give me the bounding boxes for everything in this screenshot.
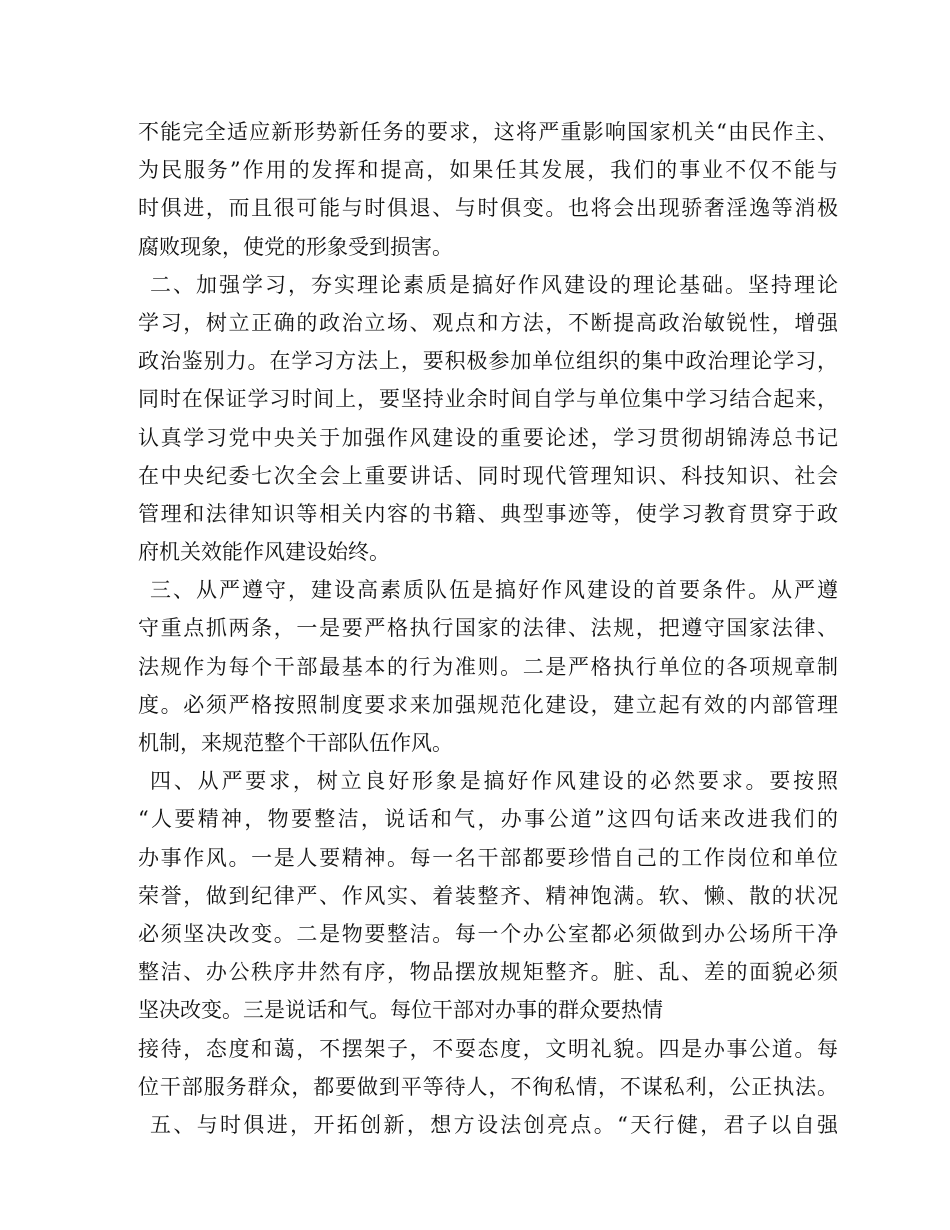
text-line: 腐败现象，使党的形象受到损害。 [138,234,453,259]
text-line: 认真学习党中央关于加强作风建设的重要论述，学习贯彻胡锦涛总书记 [138,425,838,450]
text-line: 政治鉴别力。在学习方法上，要积极参加单位组织的集中政治理论学习， [138,349,838,374]
text-line: 学习，树立正确的政治立场、观点和方法，不断提高政治敏锐性，增强 [138,310,838,335]
text-line: 二、加强学习，夯实理论素质是搞好作风建设的理论基础。坚持理论 [150,272,838,297]
text-line: 度。必须严格按照制度要求来加强规范化建设，建立起有效的内部管理 [138,692,838,717]
text-line: 接待，态度和蔼，不摆架子，不耍态度，文明礼貌。四是办事公道。每 [138,1036,838,1061]
text-line: 坚决改变。三是说话和气。每位干部对办事的群众要热情 [138,998,663,1023]
text-line: 守重点抓两条，一是要严格执行国家的法律、法规，把遵守国家法律、 [138,616,838,641]
text-line: 府机关效能作风建设始终。 [138,540,390,565]
document-body [138,113,838,1144]
text-line: 同时在保证学习时间上，要坚持业余时间自学与单位集中学习结合起来， [138,387,838,412]
text-line: 五、与时俱进，开拓创新，想方设法创亮点。“天行健，君子以自强 [150,1112,838,1137]
text-line: 三、从严遵守，建设高素质队伍是搞好作风建设的首要条件。从严遵 [150,578,838,603]
text-line: 不能完全适应新形势新任务的要求，这将严重影响国家机关“由民作主、 [138,120,838,144]
text-line: 荣誉，做到纪律严、作风实、着装整齐、精神饱满。软、懒、散的状况 [138,883,838,908]
text-line: 法规作为每个干部最基本的行为准则。二是严格执行单位的各项规章制 [138,654,838,679]
text-line: 为民服务”作用的发挥和提高，如果任其发展，我们的事业不仅不能与 [138,158,838,183]
text-line: 时俱进，而且很可能与时俱退、与时俱变。也将会出现骄奢淫逸等消极 [138,196,838,221]
text-line: 四、从严要求，树立良好形象是搞好作风建设的必然要求。要按照 [150,769,838,794]
text-line: “人要精神，物要整洁，说话和气，办事公道”这四句话来改进我们的 [138,807,838,832]
text-line: 整洁、办公秩序井然有序，物品摆放规矩整齐。脏、乱、差的面貌必须 [138,960,838,985]
text-line: 位干部服务群众，都要做到平等待人，不徇私情，不谋私利，公正执法。 [138,1074,838,1099]
text-line: 管理和法律知识等相关内容的书籍、典型事迹等，使学习教育贯穿于政 [138,501,838,526]
text-line: 办事作风。一是人要精神。每一名干部都要珍惜自己的工作岗位和单位 [138,845,838,870]
text-line: 在中央纪委七次全会上重要讲话、同时现代管理知识、科技知识、社会 [138,463,838,488]
text-line: 必须坚决改变。二是物要整洁。每一个办公室都必须做到办公场所干净 [138,921,838,946]
text-line: 机制，来规范整个干部队伍作风。 [138,731,453,755]
